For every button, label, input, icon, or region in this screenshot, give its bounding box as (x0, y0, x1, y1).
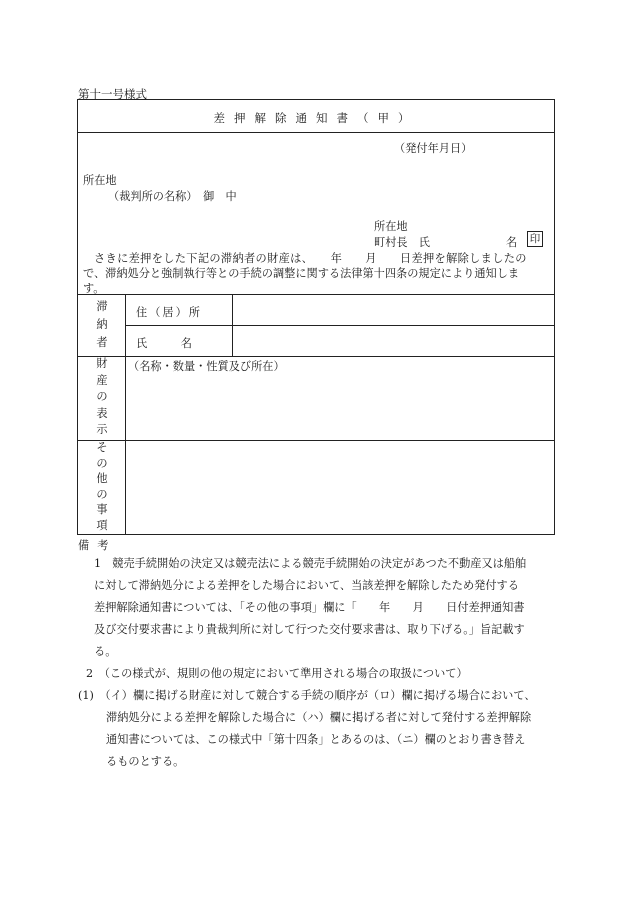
note-line: 2 （この様式が、規則の他の規定において準用される場合の取扱について） (86, 667, 468, 680)
issue-date: （発付年月日） (394, 142, 473, 155)
sender-location-label: 所在地 (374, 220, 408, 233)
note-line: 差押解除通知書については、「その他の事項」欄に「 年 月 日付差押通知書 (94, 601, 525, 614)
note-line: 通知書については、この様式中「第十四条」とあるのは、（ニ）欄のとおり書き替え (106, 733, 526, 746)
divider (78, 132, 554, 133)
body-text-line: で、滞納処分と強制執行等との手続の調整に関する法律第十四条の規定により通知しま (83, 267, 520, 280)
divider (125, 325, 554, 326)
divider (125, 294, 126, 534)
court-name: （裁判所の名称） 御 中 (108, 190, 237, 203)
body-text-line: す。 (83, 282, 105, 295)
seal-stamp: 印 (527, 231, 543, 247)
body-text-line: さきに差押をした下記の滞納者の財産は、 年 月 日差押を解除しましたの (94, 252, 527, 265)
note-line: に対して滞納処分による差押をした場合において、当該差押を解除したため発付する (94, 579, 519, 592)
note-line: る。 (94, 645, 117, 658)
name-label: 氏 名 (136, 337, 192, 350)
property-label: 財 産 の 表 示 (96, 357, 108, 436)
delinquent-label: 滞 納 者 (96, 300, 108, 349)
recipient-location-label: 所在地 (83, 174, 117, 187)
divider (78, 440, 554, 441)
property-hint: （名称・数量・性質及び所在） (128, 360, 285, 373)
form-frame (77, 99, 555, 535)
note-line: (1) （イ）欄に掲げる財産に対して競合する手続の順序が（ロ）欄に掲げる場合において、 (78, 689, 536, 702)
address-value (234, 296, 552, 324)
other-matters-label: そ の 他 の 事 項 (96, 441, 108, 532)
form-title: 差押解除通知書（甲） (213, 111, 419, 125)
form-number: 第十一号様式 (78, 87, 147, 101)
other-matters-value (128, 443, 552, 533)
note-line: るものとする。 (106, 755, 185, 768)
name-value (234, 327, 552, 355)
sender-title: 町村長 氏 (374, 236, 430, 249)
address-label: 住（居）所 (136, 306, 202, 319)
divider (78, 294, 554, 295)
note-line: 及び交付要求書により貴裁判所に対して行つた交付要求書は、取り下げる。」旨記載す (94, 623, 525, 636)
sender-name-suffix: 名 (506, 236, 518, 249)
notes-title: 備考 (78, 539, 117, 552)
divider (78, 356, 554, 357)
note-line: 滞納処分による差押を解除した場合に（ハ）欄に掲げる者に対して発付する差押解除 (106, 711, 532, 724)
note-line: 1 競売手続開始の決定又は競売法による競売手続開始の決定があつた不動産又は船舶 (94, 557, 527, 570)
